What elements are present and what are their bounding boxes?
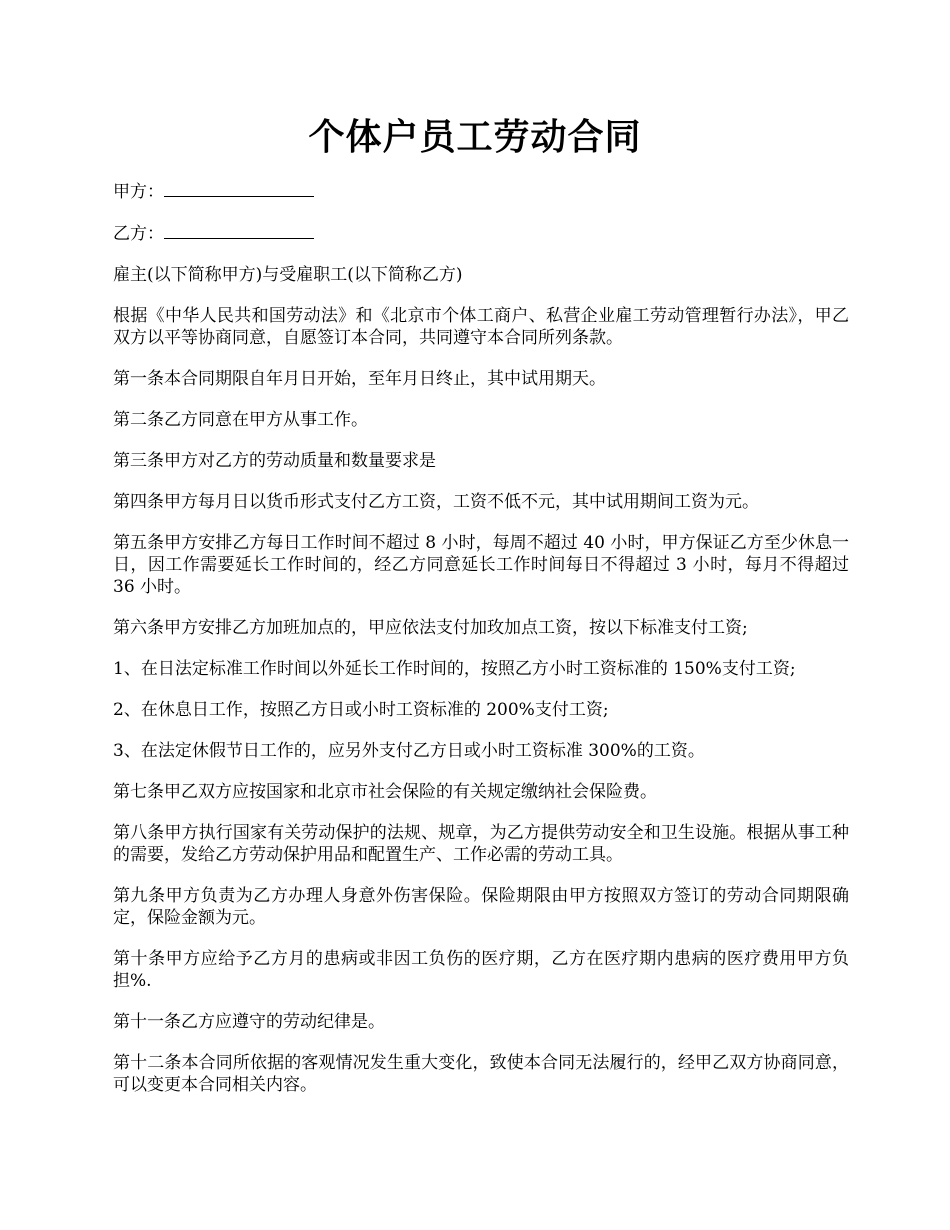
party-a-line [113, 180, 849, 203]
party-b-blank [164, 222, 314, 239]
article-6-item-1: 1、在日法定标准工作时间以外延长工作时间的，按照乙方小时工资标准的 150%支付工资; [113, 659, 796, 679]
article-4: 第四条甲方每月日以货币形式支付乙方工资，工资不低不元，其中试用期间工资为元。 [113, 492, 759, 512]
party-b-label: 乙方： [113, 224, 164, 244]
article-6: 第六条甲方安排乙方加班加点的，甲应依法支付加玫加点工资，按以下标准支付工资; [113, 618, 748, 638]
article-6-item-2: 2、在休息日工作，按照乙方日或小时工资标准的 200%支付工资; [113, 700, 609, 720]
article-7: 第七条甲乙双方应按国家和北京市社会保险的有关规定缴纳社会保险费。 [113, 782, 657, 802]
article-10: 第十条甲方应给予乙方月的患病或非因工负伤的医疗期，乙方在医疗期内患病的医疗费用甲方负担%. [113, 949, 849, 991]
article-3: 第三条甲方对乙方的劳动质量和数量要求是 [113, 451, 436, 471]
paragraph-parties: 雇主(以下简称甲方)与受雇职工(以下简称乙方) [113, 265, 463, 285]
article-8: 第八条甲方执行国家有关劳动保护的法规、规章，为乙方提供劳动安全和卫生设施。根据从事工种的需要，发给乙方劳动保护用品和配置生产、工作必需的劳动工具。 [113, 823, 849, 865]
party-a-blank [164, 180, 314, 197]
paragraph-preamble: 根据《中华人民共和国劳动法》和《北京市个体工商户、私营企业雇工劳动管理暂行办法》，甲乙双方以平等协商同意，自愿签订本合同，共同遵守本合同所列条款。 [113, 306, 849, 348]
article-12: 第十二条本合同所依据的客观情况发生重大变化，致使本合同无法履行的，经甲乙双方协商同意，可以变更本合同相关内容。 [113, 1053, 849, 1095]
article-5: 第五条甲方安排乙方每日工作时间不超过 8 小时，每周不超过 40 小时，甲方保证乙方至少休息一日，因工作需要延长工作时间的，经乙方同意延长工作时间每日不得超过 3 小时，每月不得超过 36 小时。 [113, 533, 849, 597]
document-body [113, 180, 849, 1115]
article-2: 第二条乙方同意在甲方从事工作。 [113, 410, 368, 430]
article-11: 第十一条乙方应遵守的劳动纪律是。 [113, 1012, 385, 1032]
article-1: 第一条本合同期限自年月日开始，至年月日终止，其中试用期天。 [113, 369, 606, 389]
article-9: 第九条甲方负责为乙方办理人身意外伤害保险。保险期限由甲方按照双方签订的劳动合同期限确定，保险金额为元。 [113, 886, 849, 928]
article-6-item-3: 3、在法定休假节日工作的，应另外支付乙方日或小时工资标准 300%的工资。 [113, 741, 705, 761]
party-a-label: 甲方： [113, 182, 164, 202]
party-b-line [113, 222, 849, 245]
document-title: 个体户员工劳动合同 [308, 116, 642, 158]
